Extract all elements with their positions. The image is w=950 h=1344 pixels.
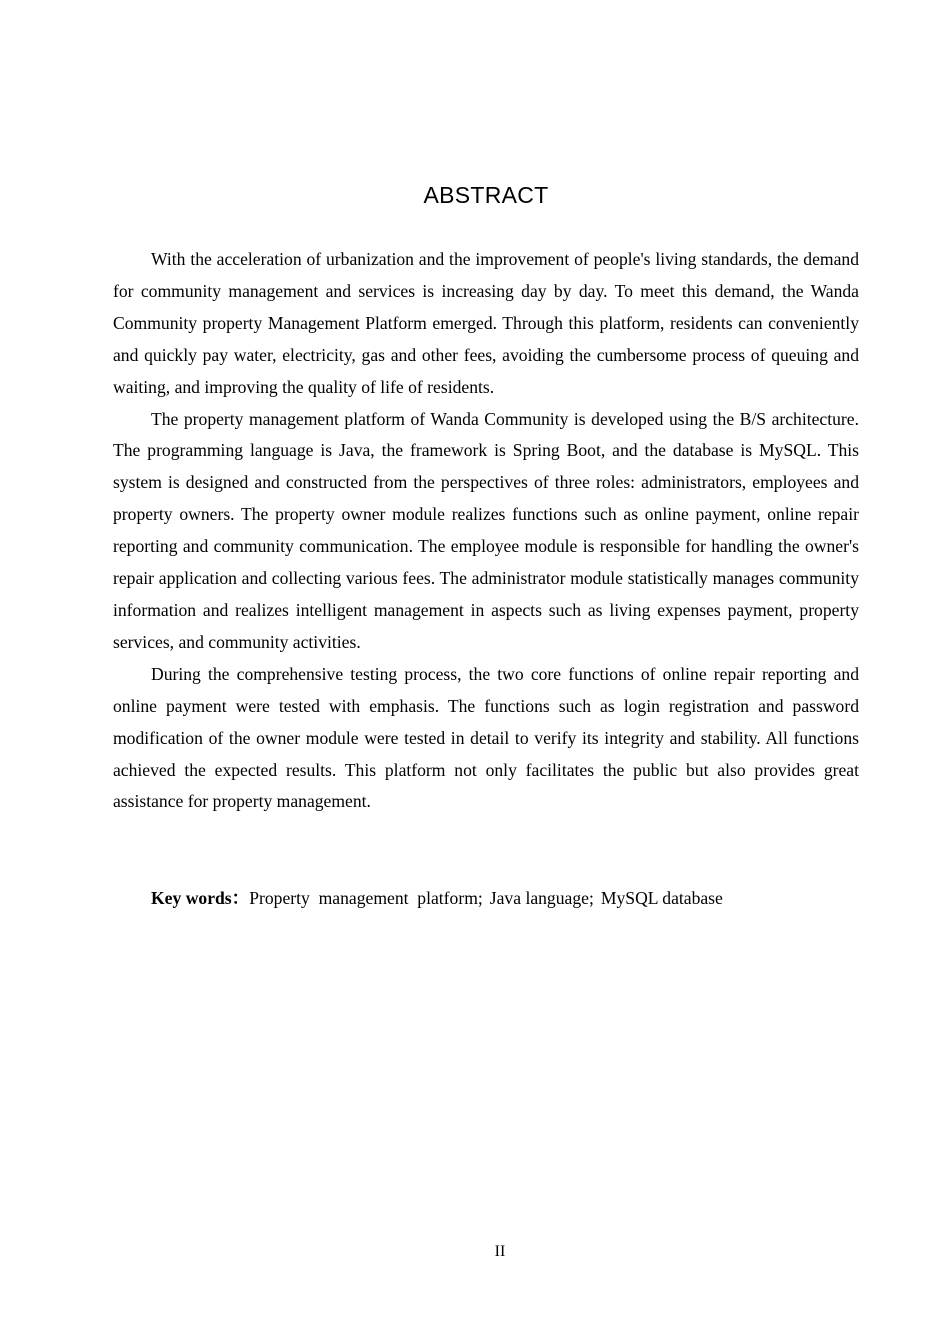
- page-number: II: [494, 1243, 506, 1260]
- keyword-item: MySQL database: [600, 888, 723, 908]
- abstract-body: [113, 244, 859, 818]
- keyword-item: Property management platform;: [249, 888, 483, 908]
- abstract-title: ABSTRACT: [423, 182, 549, 208]
- abstract-paragraph-1: With the acceleration of urbanization and the improvement of people's living standards, the demand for community management and services is increasing day by day. To meet this demand, the Wanda Community property Management Platform emerged. Through this platform, residents can conveniently and quickly pay water, electricity, gas and other fees, avoiding the cumbersome process of queuing and waiting, and improving the quality of life of residents.: [113, 249, 859, 397]
- keywords-line: [151, 883, 859, 915]
- abstract-paragraph-2: The property management platform of Wanda Community is developed using the B/S architecture. The programming language is Java, the framework is Spring Boot, and the database is MySQL. This system is designed and constructed from the perspectives of three roles: administrators, employees and property owners. The property owner module realizes functions such as online payment, online repair reporting and community communication. The employee module is responsible for handling the owner's repair application and collecting various fees. The administrator module statistically manages community information and realizes intelligent management in aspects such as living expenses payment, property services, and community activities.: [113, 408, 859, 652]
- keywords-label: Key words：: [151, 888, 250, 908]
- keyword-item: Java language;: [489, 888, 594, 908]
- abstract-paragraph-3: During the comprehensive testing process, the two core functions of online repair reporting and online payment were tested with emphasis. The functions such as login registration and password modification of the owner module were tested in detail to verify its integrity and stability. All functions achieved the expected results. This platform not only facilitates the public but also provides great assistance for property management.: [113, 663, 859, 812]
